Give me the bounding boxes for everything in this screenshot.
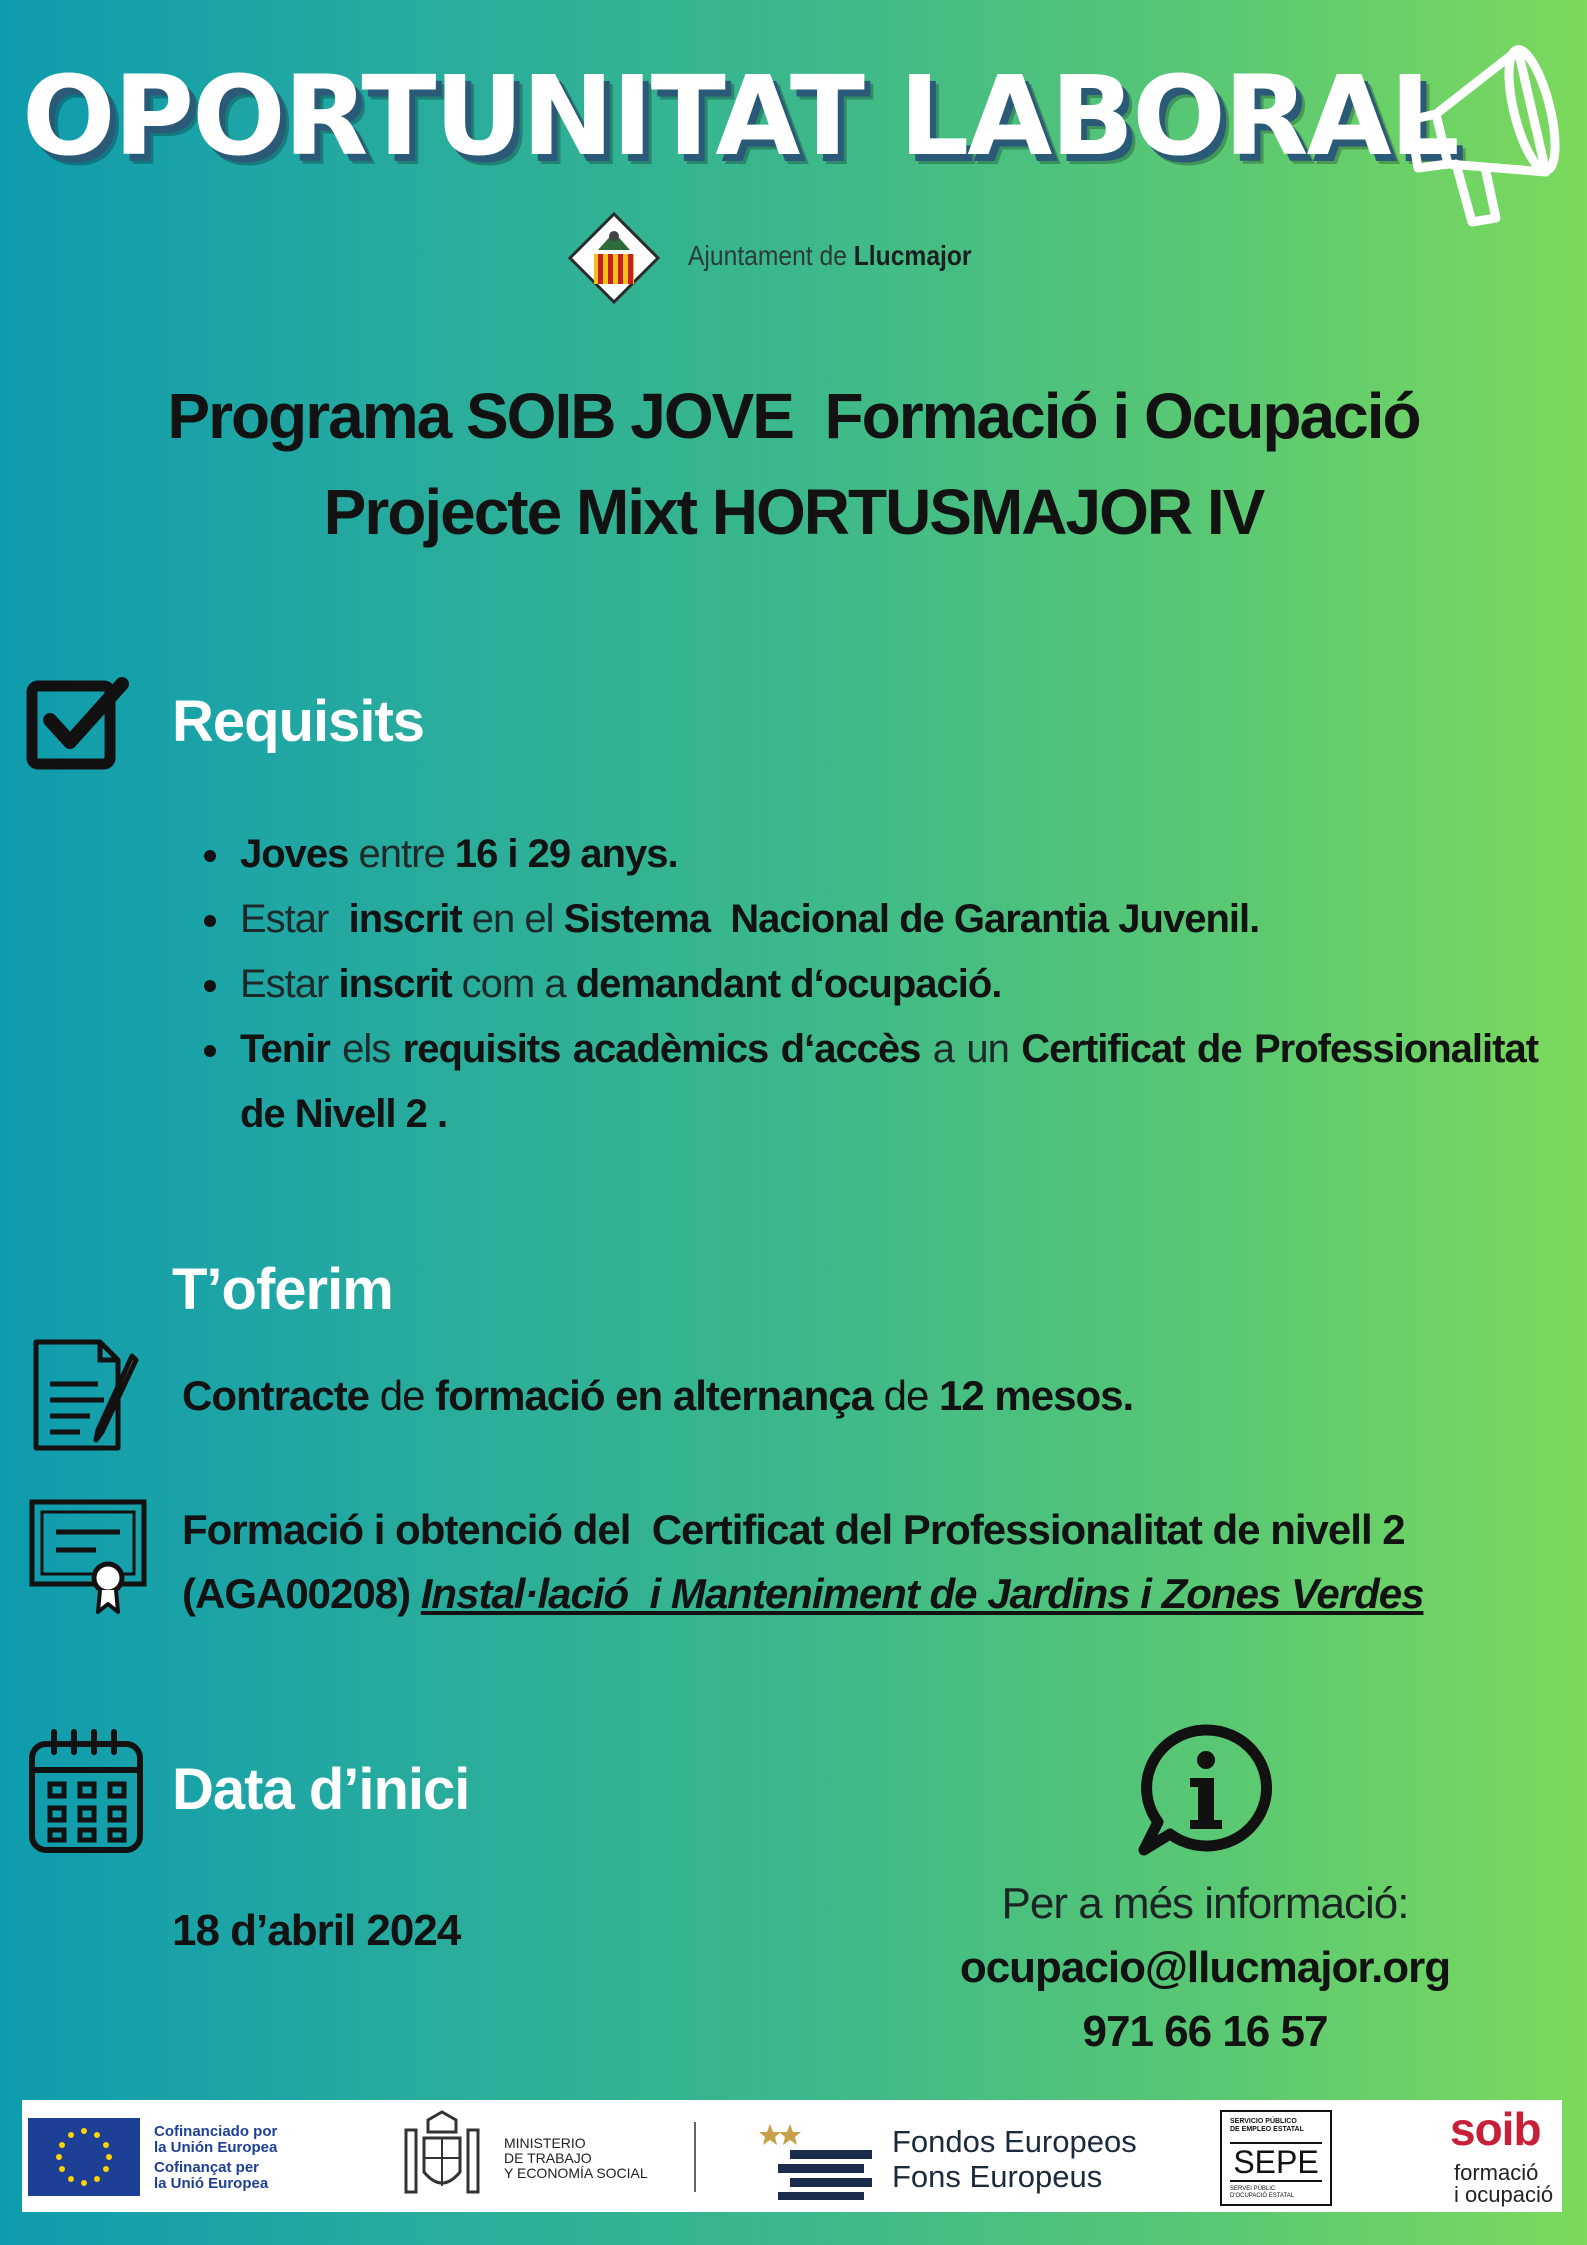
certificate-icon — [26, 1496, 150, 1616]
contact-phone[interactable]: 971 66 16 57 — [1082, 2007, 1328, 2056]
ministry-text: MINISTERIO DE TRABAJO Y ECONOMÍA SOCIAL — [504, 2135, 648, 2181]
eu-flag-icon — [28, 2118, 140, 2196]
contact-email[interactable]: ocupacio@llucmajor.org — [959, 1943, 1451, 1992]
contract-document-icon — [28, 1336, 146, 1456]
european-funds-text: Fondos Europeos Fons Europeus — [892, 2124, 1137, 2194]
program-title — [0, 368, 1587, 560]
program-title-line2: Projecte Mixt HORTUSMAJOR IV — [323, 476, 1264, 548]
requirements-list — [198, 822, 1538, 1147]
offer-certificate-line2: (AGA00208) Instal·lació i Manteniment de Jardins i Zones Verdes — [182, 1570, 1424, 1617]
offer-contract: Contracte de formació en alternança de 12 mesos. — [182, 1372, 1134, 1419]
start-date-title: Data d’inici — [172, 1757, 470, 1822]
organization-name: Ajuntament de Llucmajor — [688, 240, 972, 271]
program-title-line1: Programa SOIB JOVE Formació i Ocupació — [167, 380, 1420, 452]
european-funds-icon — [750, 2114, 900, 2200]
contact-info — [905, 1872, 1505, 2064]
sponsor-footer — [22, 2100, 1562, 2212]
soib-subtitle: formació i ocupació — [1454, 2160, 1554, 2207]
requirements-title: Requisits — [172, 689, 425, 754]
info-chat-icon — [1136, 1722, 1274, 1858]
eu-cofinancing-text: Cofinanciado por la Unión Europea Cofinançat per la Unió Europea — [154, 2123, 278, 2192]
requirement-item: Joves entre 16 i 29 anys. — [198, 822, 1538, 887]
course-link: Instal·lació i Manteniment de Jardins i Zones Verdes — [420, 1570, 1424, 1617]
start-date-value: 18 d’abril 2024 — [172, 1906, 461, 1955]
requirement-item: Estar inscrit en el Sistema Nacional de Garantia Juvenil. — [198, 887, 1538, 952]
offer-certificate-line1: Formació i obtenció del Certificat del Professionalitat de nivell 2 — [182, 1506, 1405, 1553]
page-headline: OPORTUNITAT LABORAL — [22, 52, 1458, 180]
spain-coat-of-arms-icon — [396, 2110, 488, 2204]
megaphone-icon — [1396, 22, 1576, 232]
offer-certificate — [182, 1498, 1562, 1626]
requirement-item: Tenir els requisits acadèmics d‘accès a un Certificat de Professionalitat de Nivell 2 . — [198, 1017, 1538, 1147]
calendar-icon — [26, 1728, 146, 1856]
requirement-item: Estar inscrit com a demandant d‘ocupació. — [198, 952, 1538, 1017]
soib-logo: soib — [1450, 2103, 1541, 2155]
checkbox-icon — [26, 672, 130, 772]
offer-title: T’oferim — [172, 1257, 393, 1322]
sepe-logo: SERVICIO PÚBLICO DE EMPLEO ESTATAL SEPE SERVEI PÚBLIC D'OCUPACIÓ ESTATAL — [1220, 2110, 1332, 2206]
divider — [694, 2122, 696, 2192]
info-label: Per a més informació: — [1001, 1879, 1409, 1928]
